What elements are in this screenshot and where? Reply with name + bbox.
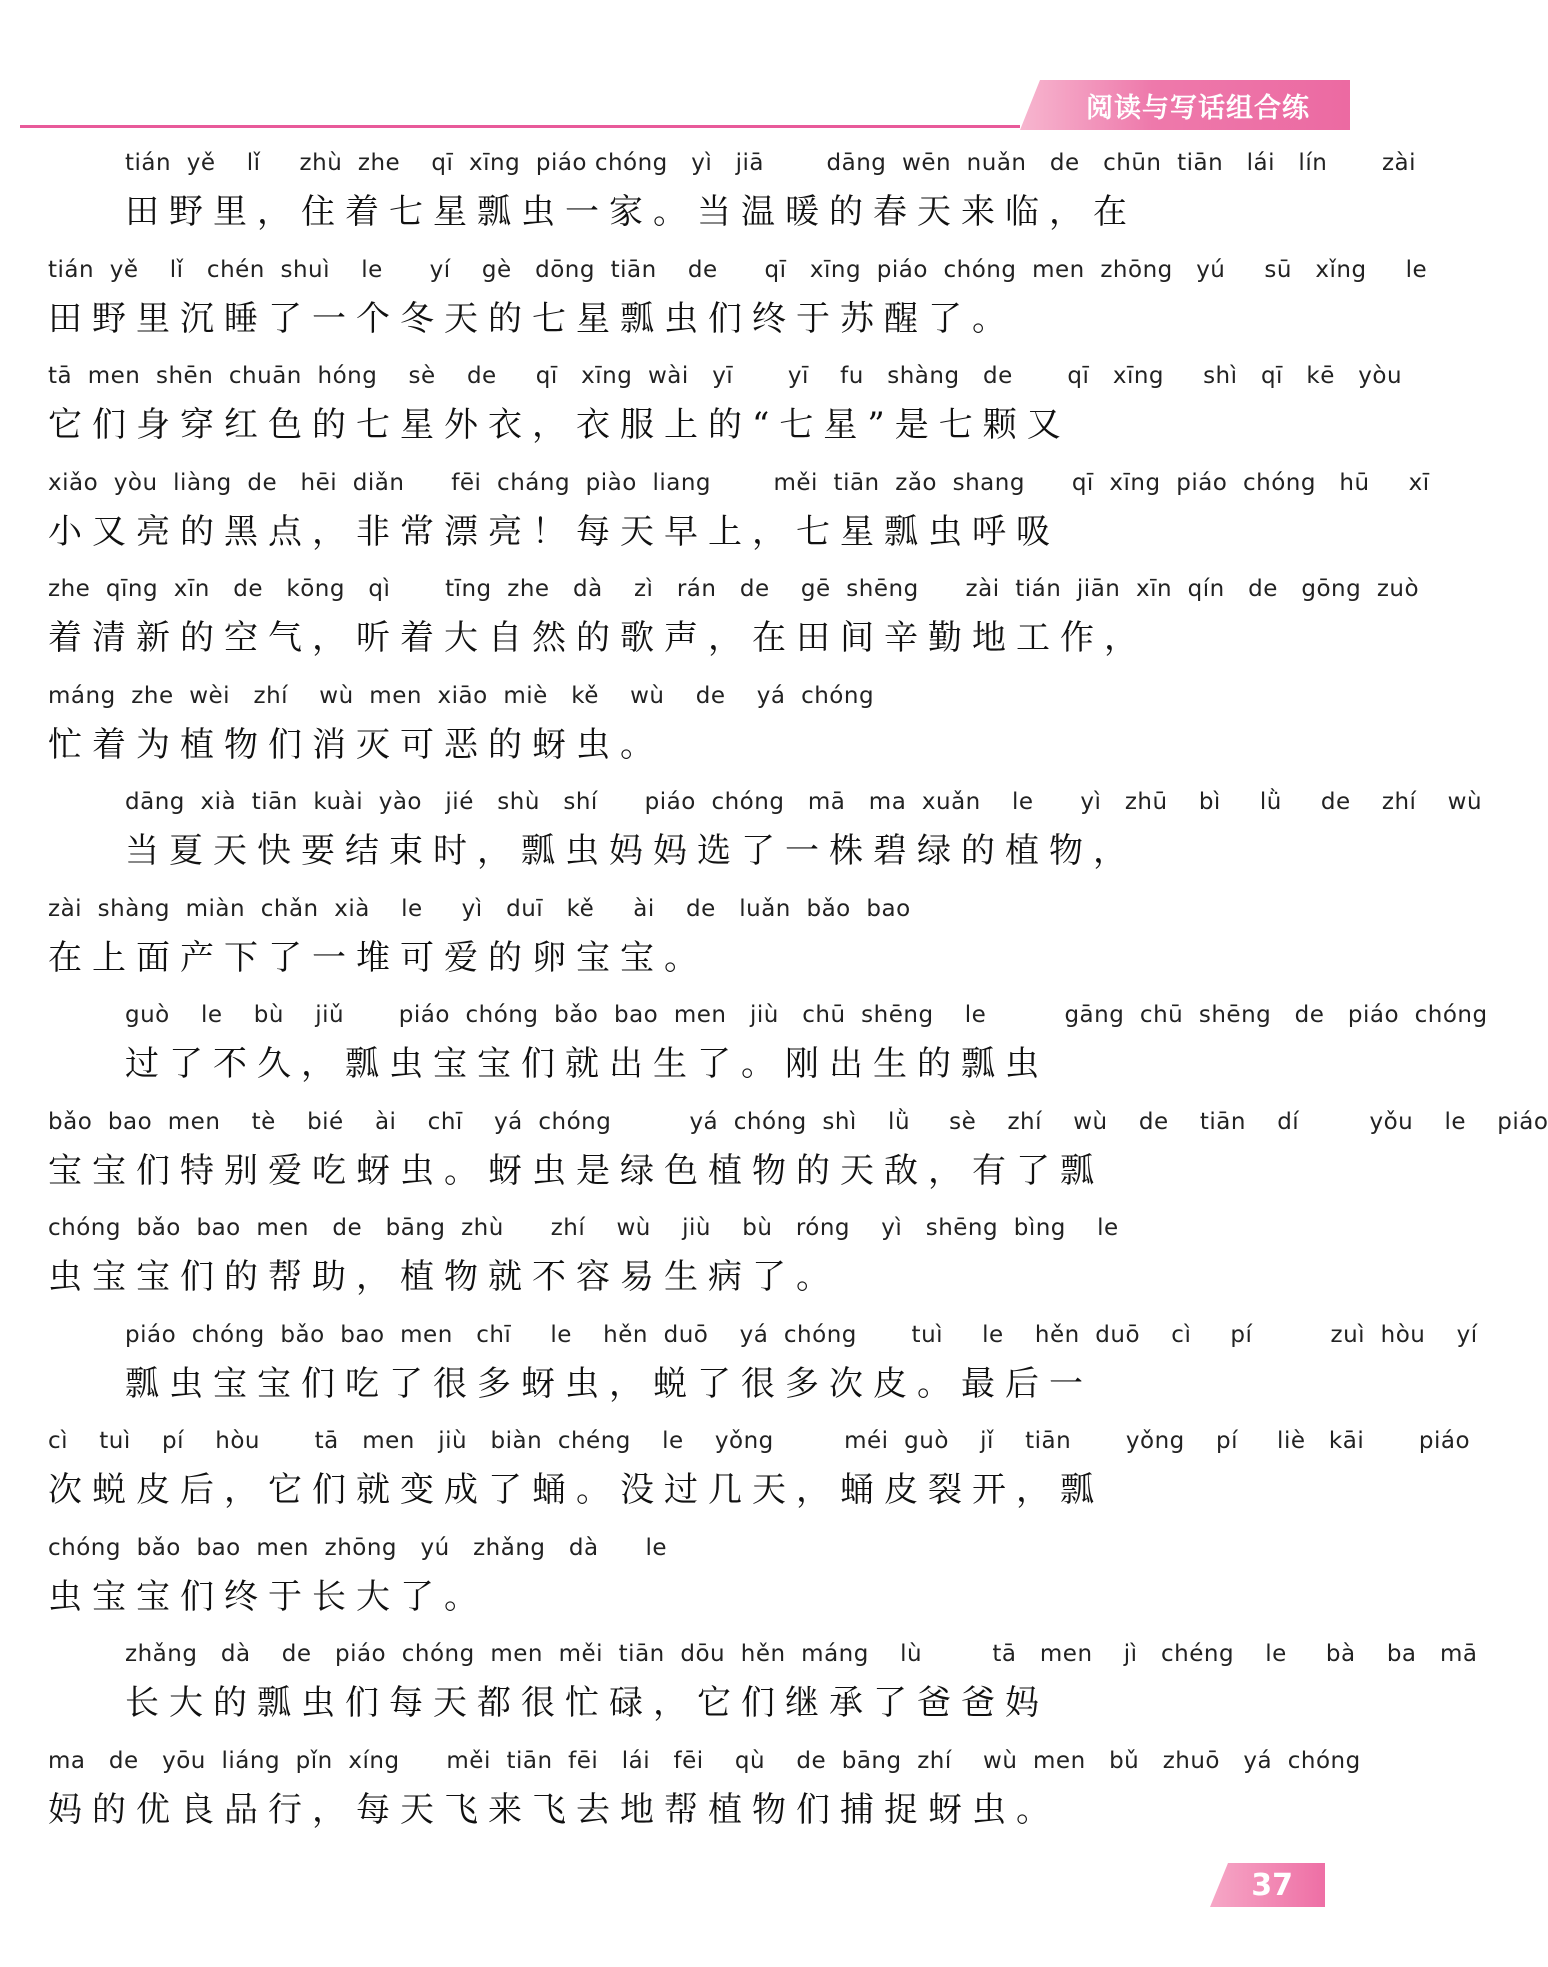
text-line: [0, 1535, 1350, 1642]
hanzi-line: 妈的优良品行，每天飞来飞去地帮植物们捕捉蚜虫。: [48, 1789, 1060, 1830]
pinyin-line: piáo chóng bǎo bao men chī le hěn duō yá chóng tuì le hěn duō cì pí zuì hòu yí: [125, 1321, 1478, 1348]
text-line: [0, 896, 1350, 1003]
hanzi-line: 在上面产下了一堆可爱的卵宝宝。: [48, 937, 708, 978]
pinyin-line: chóng bǎo bao men de bāng zhù zhí wù jiù bù róng yì shēng bìng le: [48, 1215, 1119, 1241]
hanzi-line: 它们身穿红色的七星外衣，衣服上的“七星”是七颗又: [48, 405, 1071, 445]
hanzi-line: 小又亮的黑点，非常漂亮！每天早上，七星瓢虫呼吸: [48, 511, 1060, 552]
story-lines: [0, 150, 1548, 1854]
hanzi-line: 忙着为植物们消灭可恶的蚜虫。: [48, 724, 664, 765]
text-line: [0, 576, 1420, 683]
hanzi-line: 虫宝宝们终于长大了。: [48, 1576, 488, 1617]
page-number: 37: [1251, 1868, 1293, 1903]
hanzi-line: 长大的瓢虫们每天都很忙碌，它们继承了爸爸妈: [125, 1683, 1049, 1723]
text-line: [0, 1108, 1548, 1216]
header-title: 阅读与写话组合练: [1086, 93, 1310, 124]
hanzi-line: 田野里沉睡了一个冬天的七星瓢虫们终于苏醒了。: [48, 298, 1016, 339]
text-line: [0, 256, 1428, 364]
text-line: [0, 1428, 1471, 1535]
pinyin-line: tián yě lǐ zhù zhe qī xīng piáo chóng yì jiā dāng wēn nuǎn de chūn tiān lái lín zài: [125, 150, 1417, 176]
hanzi-line: 当夏天快要结束时，瓢虫妈妈选了一株碧绿的植物，: [125, 831, 1137, 871]
text-line: [0, 1002, 1488, 1109]
hanzi-line: 虫宝宝们的帮助，植物就不容易生病了。: [48, 1257, 840, 1297]
header-divider: [20, 125, 1020, 128]
text-line: [0, 363, 1403, 470]
pinyin-line: máng zhe wèi zhí wù men xiāo miè kě wù de yá chóng: [48, 682, 875, 709]
text-line: [0, 1641, 1478, 1748]
hanzi-line: 着清新的空气，听着大自然的歌声，在田间辛勤地工作，: [48, 618, 1148, 658]
hanzi-line: 瓢虫宝宝们吃了很多蚜虫，蜕了很多次皮。最后一: [125, 1363, 1093, 1404]
text-line: [0, 469, 1430, 577]
text-line: [0, 150, 1417, 257]
pinyin-line: dāng xià tiān kuài yào jié shù shí piáo chóng mā ma xuǎn le yì zhū bì lǜ de zhí wù: [125, 789, 1483, 815]
hanzi-line: 次蜕皮后，它们就变成了蛹。没过几天，蛹皮裂开，瓢: [48, 1470, 1104, 1510]
pinyin-line: tā men shēn chuān hóng sè de qī xīng wài yī yī fu shàng de qī xīng shì qī kē yòu: [48, 363, 1403, 389]
text-line: [0, 683, 1350, 790]
hanzi-line: 过了不久，瓢虫宝宝们就出生了。刚出生的瓢虫: [125, 1044, 1049, 1084]
text-line: [0, 1747, 1361, 1855]
pinyin-line: cì tuì pí hòu tā men jiù biàn chéng le yǒng méi guò jǐ tiān yǒng pí liè kāi piáo: [48, 1428, 1471, 1454]
text-line: [0, 1215, 1350, 1322]
pinyin-line: chóng bǎo bao men zhōng yú zhǎng dà le: [48, 1534, 668, 1561]
pinyin-line: guò le bù jiǔ piáo chóng bǎo bao men jiù chū shēng le gāng chū shēng de piáo chóng: [125, 1002, 1488, 1028]
hanzi-line: 田野里，住着七星瓢虫一家。当温暖的春天来临，在: [125, 192, 1137, 232]
pinyin-line: bǎo bao men tè bié ài chī yá chóng yá chóng shì lǜ sè zhí wù de tiān dí yǒu le piáo: [48, 1108, 1548, 1135]
pinyin-line: ma de yōu liáng pǐn xíng měi tiān fēi lái fēi qù de bāng zhí wù men bǔ zhuō yá chóng: [48, 1747, 1361, 1774]
text-line: [0, 1321, 1478, 1429]
text-line: [0, 789, 1483, 896]
pinyin-line: xiǎo yòu liàng de hēi diǎn fēi cháng piào liang měi tiān zǎo shang qī xīng piáo chóng hū xī: [48, 469, 1430, 496]
hanzi-line: 宝宝们特别爱吃蚜虫。蚜虫是绿色植物的天敌，有了瓢: [48, 1150, 1104, 1191]
pinyin-line: zhe qīng xīn de kōng qì tīng zhe dà zì rán de gē shēng zài tián jiān xīn qín de gōng zuò: [48, 576, 1420, 602]
pinyin-line: tián yě lǐ chén shuì le yí gè dōng tiān de qī xīng piáo chóng men zhōng yú sū xǐng le: [48, 256, 1428, 283]
pinyin-line: zhǎng dà de piáo chóng men měi tiān dōu hěn máng lù tā men jì chéng le bà ba mā: [125, 1641, 1478, 1667]
pinyin-line: zài shàng miàn chǎn xià le yì duī kě ài de luǎn bǎo bao: [48, 895, 911, 922]
